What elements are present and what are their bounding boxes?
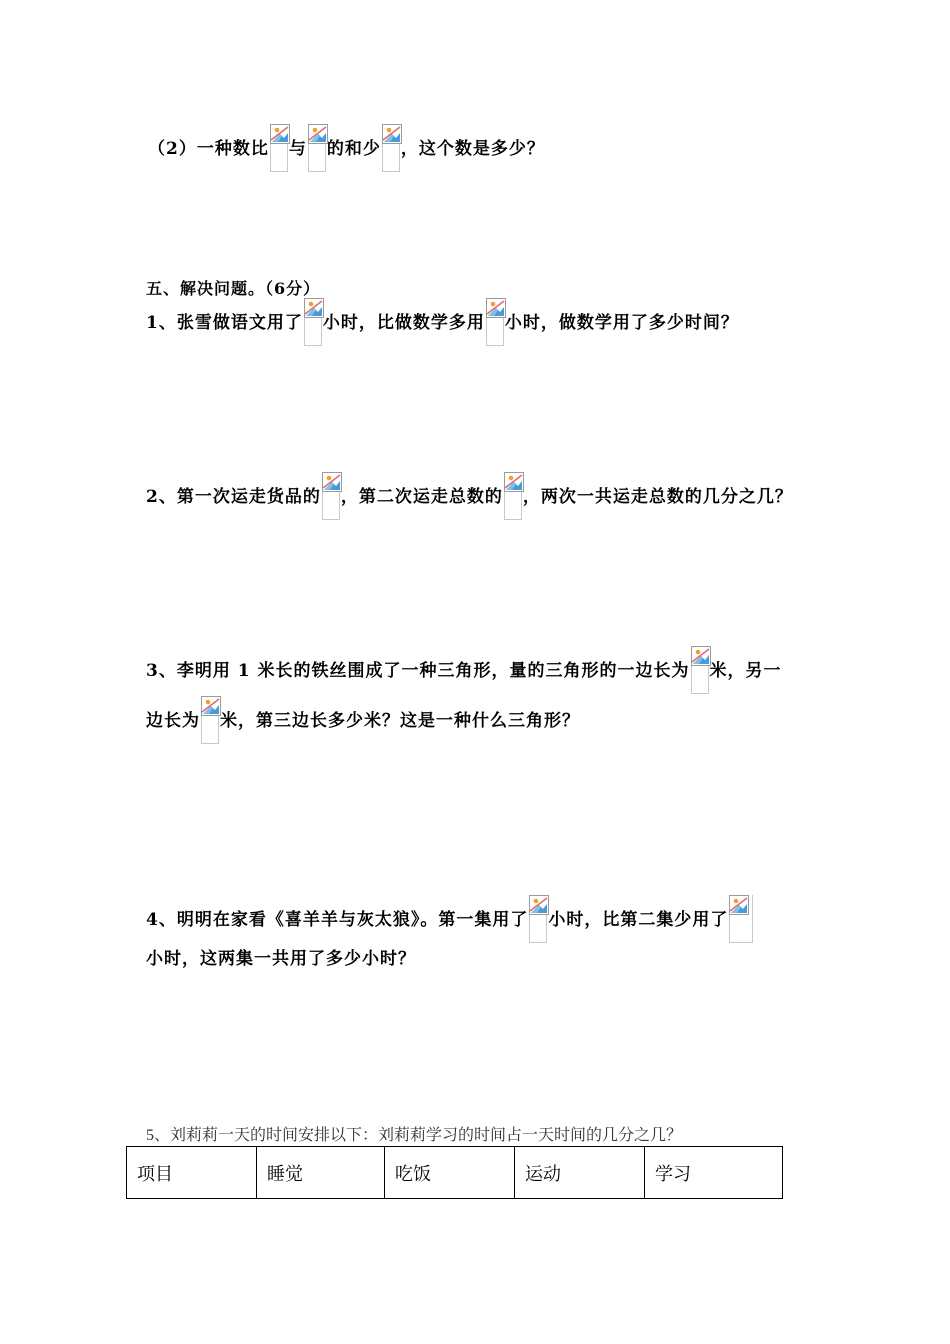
problem-4-line-2 — [146, 934, 416, 986]
p1-text-a: 1、张雪做语文用了 — [146, 313, 303, 333]
table-cell: 吃饭 — [385, 1147, 515, 1199]
section-title: 五、解决问题。（6分） — [146, 279, 321, 298]
q2-text-a: （2）一种数比 — [148, 139, 269, 159]
fraction-image-icon — [201, 696, 219, 744]
p3-text-b: 米，另一 — [709, 661, 782, 681]
fraction-image-icon — [729, 895, 753, 943]
q2-line — [148, 124, 545, 176]
fraction-image-icon — [304, 298, 322, 346]
p3-text-d: 米，第三边长多少米？这是一种什么三角形？ — [220, 711, 580, 731]
q2-text-d: ，这个数是多少？ — [400, 139, 545, 159]
q2-text-b: 与 — [288, 139, 307, 159]
table-cell: 项目 — [127, 1147, 257, 1199]
p2-text-b: ，第二次运走总数的 — [340, 487, 503, 507]
p4-text-b: 小时，比第二集少用了 — [548, 910, 729, 930]
problem-5: 5、刘莉莉一天的时间安排以下：刘莉莉学习的时间占一天时间的几分之几？ — [146, 1127, 683, 1144]
table-cell: 学习 — [645, 1147, 783, 1199]
fraction-image-icon — [382, 124, 400, 172]
p1-text-b: 小时，比做数学多用 — [322, 313, 485, 333]
p3-text-a: 3、李明用 1 米长的铁丝围成了一种三角形，量的三角形的一边长为 — [146, 661, 690, 681]
fraction-image-icon — [691, 646, 709, 694]
problem-3-line-1 — [146, 646, 782, 698]
p4-text-c: 小时，这两集一共用了多少小时？ — [146, 949, 416, 969]
fraction-image-icon — [504, 472, 522, 520]
fraction-image-icon — [529, 895, 547, 943]
p4-text-a: 4、明明在家看《喜羊羊与灰太狼》。第一集用了 — [146, 910, 529, 930]
fraction-image-icon — [308, 124, 326, 172]
p3-text-c: 边长为 — [146, 711, 200, 731]
problem-2 — [146, 472, 793, 524]
table-row — [127, 1147, 783, 1199]
p1-text-c: 小时，做数学用了多少时间？ — [504, 313, 739, 333]
fraction-image-icon — [322, 472, 340, 520]
table-cell: 运动 — [515, 1147, 645, 1199]
fraction-image-icon — [270, 124, 288, 172]
p2-text-c: ，两次一共运走总数的几分之几？ — [522, 487, 793, 507]
fraction-image-icon — [486, 298, 504, 346]
problem-1 — [146, 298, 739, 350]
table-cell: 睡觉 — [257, 1147, 385, 1199]
problem-3-line-2 — [146, 696, 580, 748]
p2-text-a: 2、第一次运走货品的 — [146, 487, 321, 507]
q2-text-c: 的和少 — [326, 139, 381, 159]
schedule-table — [126, 1146, 783, 1199]
